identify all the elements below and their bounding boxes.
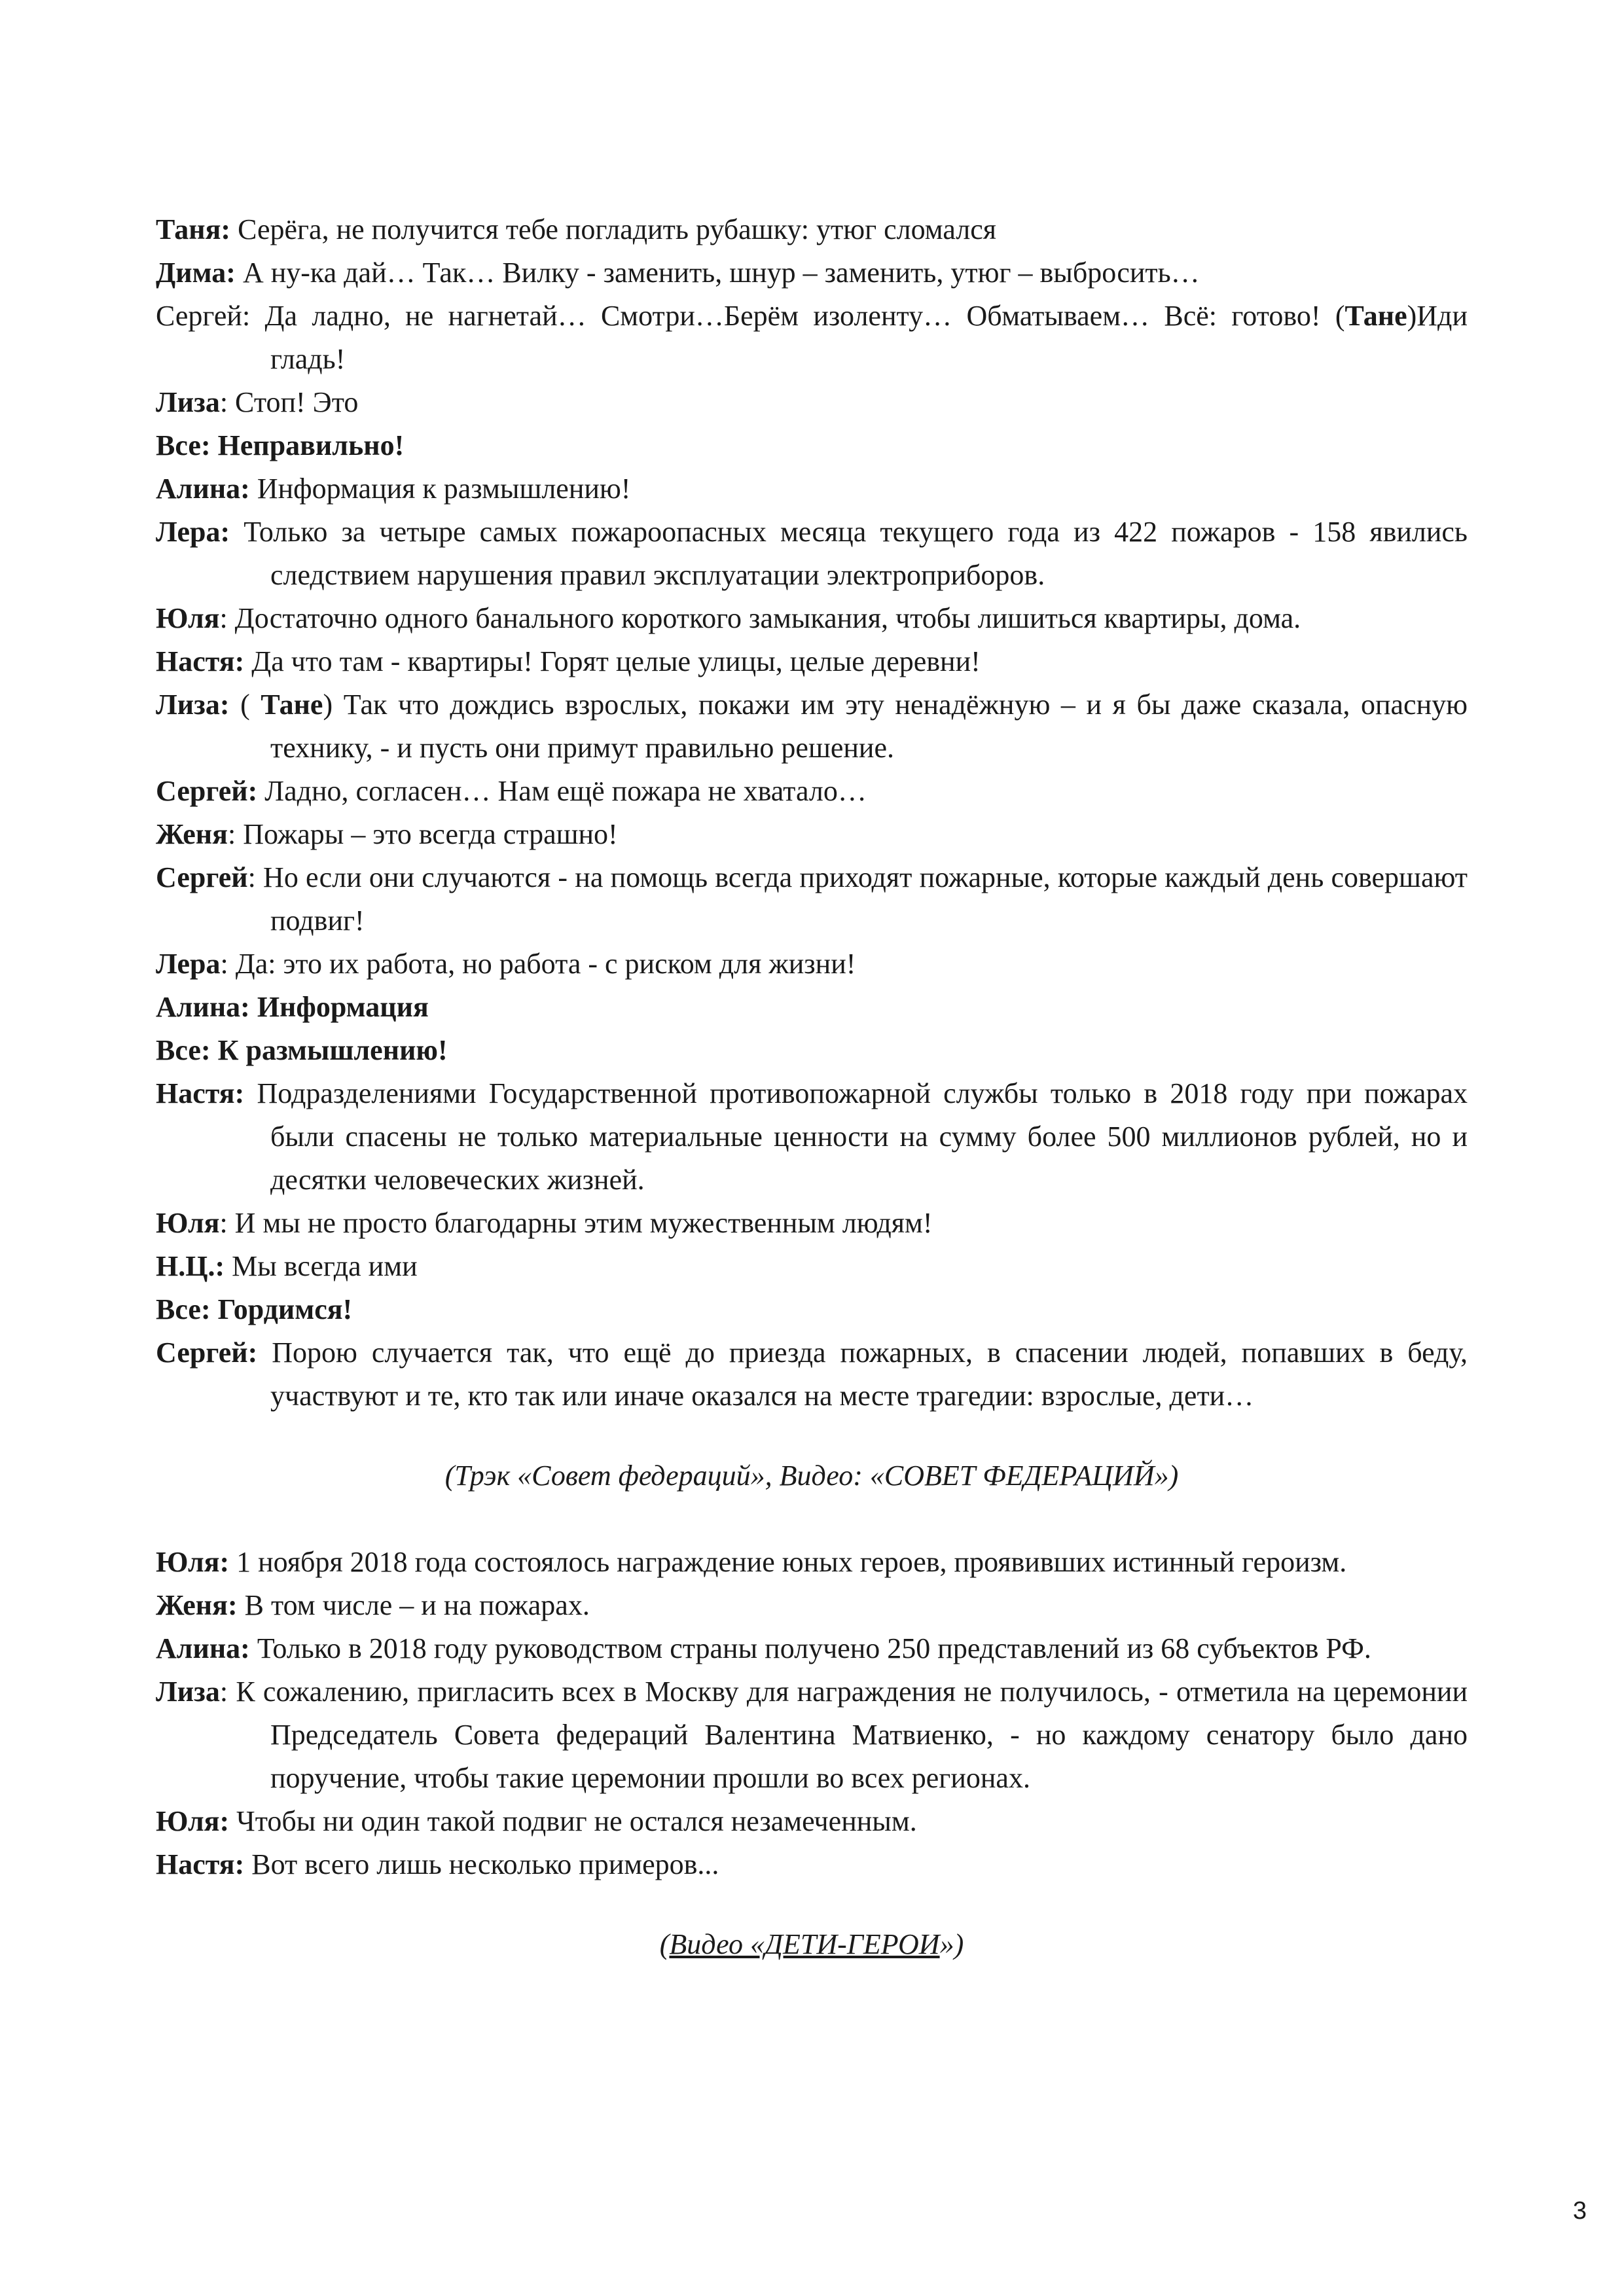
- dialogue-line: [156, 424, 1468, 467]
- speaker-name: Лиза:: [156, 689, 230, 721]
- dialogue-line: [156, 1288, 1468, 1331]
- speaker-name: Настя:: [156, 1848, 245, 1880]
- dialogue-line: [156, 1202, 1468, 1245]
- dialogue-line: [156, 467, 1468, 511]
- dialogue-line: [156, 1670, 1468, 1800]
- dialogue-line: [156, 295, 1468, 381]
- speaker-name: Юля: [156, 602, 220, 634]
- speaker-name: Лиза: [156, 1676, 220, 1708]
- line-text: : К сожалению, пригласить всех в Москву для награждения не получилось, - отметила на церемонии Председатель Совета федераций Валентина Матвиенко, - но каждому сенатору было дано поручение, чтобы такие церемонии прошли во всех регионах.: [219, 1676, 1468, 1794]
- dialogue-line: [156, 208, 1468, 251]
- dialogue-line: [156, 856, 1468, 942]
- dialogue-line: [156, 813, 1468, 856]
- stage-open: (: [659, 1928, 670, 1960]
- dialogue-line: [156, 1843, 1468, 1886]
- dialogue-line: [156, 1584, 1468, 1627]
- speaker-name: Алина:: [156, 473, 250, 505]
- line-text: : И мы не просто благодарны этим мужественным людям!: [219, 1207, 933, 1239]
- line-text: Подразделениями Государственной противопожарной службы только в 2018 году при пожарах были спасены не только материальные ценности на сумму более 500 миллионов рублей, но и десятки человеческих жизней.: [244, 1077, 1468, 1196]
- speaker-name: Женя: [156, 818, 228, 850]
- line-text: : Пожары – это всегда страшно!: [227, 818, 618, 850]
- speaker-name: Таня:: [156, 213, 231, 245]
- page-number: 3: [1572, 2197, 1587, 2225]
- line-text: Только в 2018 году руководством страны получено 250 представлений из 68 субъектов РФ.: [249, 1632, 1371, 1664]
- line-text: : Да: это их работа, но работа - с риском для жизни!: [220, 948, 856, 980]
- dialogue-line: [156, 1331, 1468, 1418]
- speaker-name: Лиза: [156, 386, 220, 418]
- dialogue-line: [156, 1245, 1468, 1288]
- line-text: (: [229, 689, 261, 721]
- dialogue-line: [156, 1072, 1468, 1202]
- line-text: Информация к размышлению!: [249, 473, 631, 505]
- dialogue-line: [156, 683, 1468, 770]
- dialogue-line: [156, 986, 1468, 1029]
- dialogue-line: [156, 597, 1468, 640]
- line-text: Только за четыре самых пожароопасных месяца текущего года из 422 пожаров - 158 явились следствием нарушения правил эксплуатации электроприборов.: [230, 516, 1468, 591]
- document-body: [156, 208, 1468, 1966]
- dialogue-line: [156, 381, 1468, 424]
- line-text-continued: )Иди гладь!: [270, 300, 1468, 375]
- dialogue-block-1: [156, 208, 1468, 1418]
- line-text: Серёга, не получится тебе погладить рубашку: утюг сломался: [230, 213, 996, 245]
- addressee-name: Тане: [261, 689, 323, 721]
- speaker-name: Алина: Информация: [156, 991, 429, 1023]
- speaker-name: Настя:: [156, 1077, 245, 1109]
- line-text: : Достаточно одного банального короткого замыкания, чтобы лишиться квартиры, дома.: [219, 602, 1301, 634]
- dialogue-line: [156, 1029, 1468, 1072]
- line-text: Порою случается так, что ещё до приезда пожарных, в спасении людей, попавших в беду, участвуют и те, кто так или иначе оказался на месте трагедии: взрослые, дети…: [257, 1336, 1468, 1412]
- speaker-name: Все: К размышлению!: [156, 1034, 448, 1066]
- dialogue-line: [156, 511, 1468, 597]
- speaker-name: Сергей:: [156, 300, 251, 332]
- speaker-name: Все: Неправильно!: [156, 429, 405, 461]
- line-text: Да что там - квартиры! Горят целые улицы, целые деревни!: [244, 645, 981, 677]
- speaker-name: Н.Ц.:: [156, 1250, 225, 1282]
- line-text: В том числе – и на пожарах.: [237, 1589, 590, 1621]
- stage-underlined: Видео «ДЕТИ-ГЕРОИ: [669, 1928, 940, 1960]
- dialogue-line: [156, 1627, 1468, 1670]
- line-text: Чтобы ни один такой подвиг не остался незамеченным.: [229, 1805, 917, 1837]
- speaker-name: Лера: [156, 948, 221, 980]
- speaker-name: Сергей:: [156, 1336, 258, 1369]
- line-text: А ну-ка дай… Так… Вилку - заменить, шнур – заменить, утюг – выбросить…: [235, 257, 1200, 289]
- speaker-name: Юля: [156, 1207, 220, 1239]
- speaker-name: Сергей:: [156, 775, 258, 807]
- line-text: Вот всего лишь несколько примеров...: [244, 1848, 719, 1880]
- line-text: Мы всегда ими: [225, 1250, 418, 1282]
- stage-direction-1: (Трэк «Совет федераций», Видео: «СОВЕТ ФЕДЕРАЦИЙ»): [444, 1460, 1179, 1492]
- line-text: : Стоп! Это: [219, 386, 359, 418]
- speaker-name: Юля:: [156, 1546, 230, 1578]
- stage-direction-2: [156, 1923, 1468, 1966]
- speaker-name: Юля:: [156, 1805, 230, 1837]
- speaker-name: Алина:: [156, 1632, 250, 1664]
- dialogue-line: [156, 1541, 1468, 1584]
- dialogue-line: [156, 942, 1468, 986]
- line-text-continued: ) Так что дождись взрослых, покажи им эту ненадёжную – и я бы даже сказала, опасную технику, - и пусть они примут правильно решение.: [270, 689, 1468, 764]
- line-text: Да ладно, не нагнетай… Смотри…Берём изоленту… Обматываем… Всё: готово! (: [250, 300, 1345, 332]
- speaker-name: Женя:: [156, 1589, 238, 1621]
- speaker-name: Дима:: [156, 257, 236, 289]
- line-text: : Но если они случаются - на помощь всегда приходят пожарные, которые каждый день совершают подвиг!: [247, 861, 1468, 937]
- dialogue-line: [156, 640, 1468, 683]
- line-text: 1 ноября 2018 года состоялось награждение юных героев, проявивших истинный героизм.: [229, 1546, 1347, 1578]
- dialogue-line: [156, 1800, 1468, 1843]
- addressee-name: Тане: [1344, 300, 1407, 332]
- speaker-name: Лера:: [156, 516, 230, 548]
- speaker-name: Сергей: [156, 861, 248, 893]
- speaker-name: Настя:: [156, 645, 245, 677]
- speaker-name: Все: Гордимся!: [156, 1293, 353, 1325]
- dialogue-line: [156, 251, 1468, 295]
- dialogue-block-2: [156, 1541, 1468, 1886]
- line-text: Ладно, согласен… Нам ещё пожара не хватало…: [257, 775, 867, 807]
- stage-close: »): [939, 1928, 964, 1960]
- dialogue-line: [156, 770, 1468, 813]
